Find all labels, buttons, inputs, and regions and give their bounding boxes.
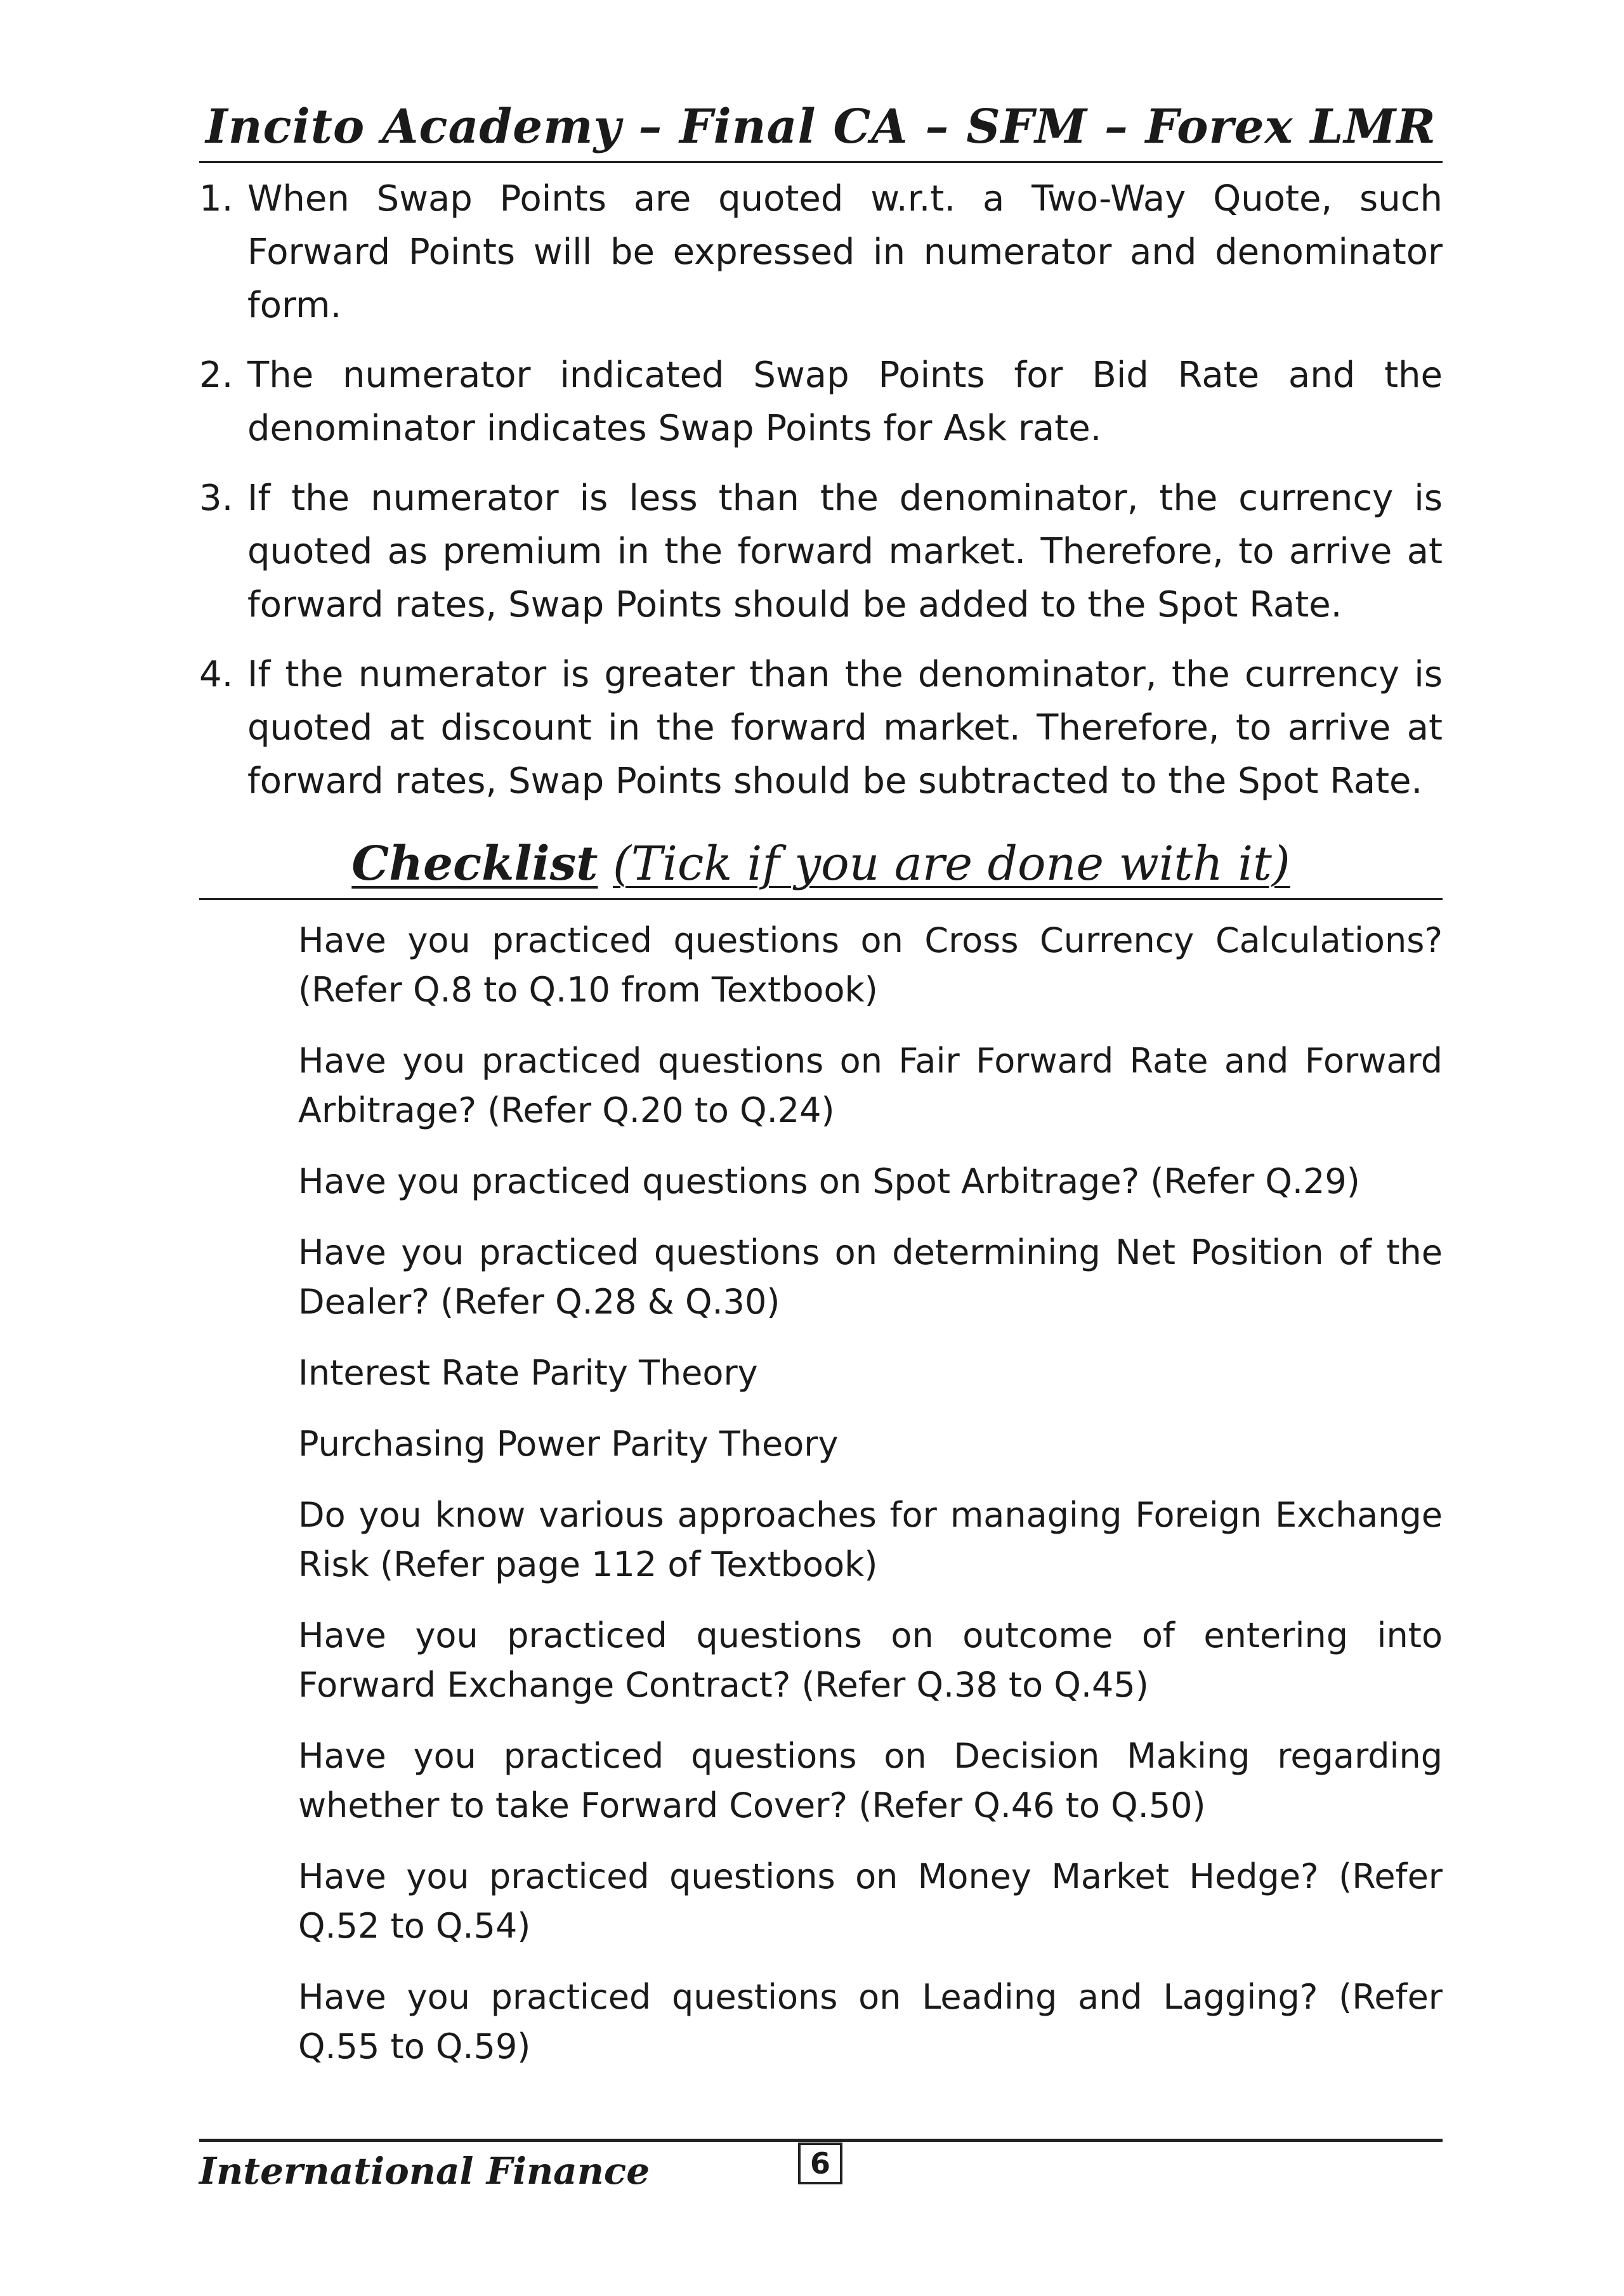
checklist-item: Purchasing Power Parity Theory (298, 1424, 839, 1464)
checklist-items (298, 916, 1443, 2093)
list-item-number: 1. (199, 178, 233, 219)
list-item-text: If the numerator is greater than the denominator, the currency is quoted at discount in the forward market. Therefore, to arrive at forward rates, Swap Points should be subtracted to the Spot Rate. (247, 654, 1443, 802)
list-item (199, 349, 1443, 455)
list-item-text: When Swap Points are quoted w.r.t. a Two-Way Quote, such Forward Points will be expressed in numerator and denominator form. (247, 178, 1443, 326)
list-item-text: If the numerator is less than the denominator, the currency is quoted as premium in the forward market. Therefore, to arrive at forward rates, Swap Points should be added to the Spot Rate. (247, 478, 1443, 625)
checklist-item: Do you know various approaches for managing Foreign Exchange Risk (Refer page 112 of Textbook) (298, 1495, 1443, 1584)
checklist-item: Have you practiced questions on Spot Arbitrage? (Refer Q.29) (298, 1161, 1360, 1201)
checklist-item: Interest Rate Parity Theory (298, 1353, 758, 1393)
checklist-item: Have you practiced questions on Decision Making regarding whether to take Forward Cover? (Refer Q.46 to Q.50) (298, 1736, 1443, 1825)
swap-points-list (199, 173, 1443, 825)
checklist-item: Have you practiced questions on outcome of entering into Forward Exchange Contract? (Refer Q.38 to Q.45) (298, 1615, 1443, 1705)
checklist-item: Have you practiced questions on Fair Forward Rate and Forward Arbitrage? (Refer Q.20 to Q.24) (298, 1041, 1443, 1130)
list-item (199, 472, 1443, 632)
list-item-number: 2. (199, 355, 233, 396)
checklist-item: Have you practiced questions on Cross Currency Calculations? (Refer Q.8 to Q.10 from Textbook) (298, 920, 1443, 1010)
checklist-title: Checklist (351, 837, 598, 891)
list-item-number: 4. (199, 654, 233, 695)
checklist-divider (199, 898, 1443, 900)
footer-section-title: International Finance (199, 2149, 650, 2193)
list-item-number: 3. (199, 478, 233, 519)
checklist-subtitle: (Tick if you are done with it) (612, 837, 1290, 891)
checklist-heading (199, 832, 1443, 896)
page-number: 6 (798, 2143, 842, 2184)
checklist-item: Have you practiced questions on Money Market Hedge? (Refer Q.52 to Q.54) (298, 1856, 1443, 1946)
checklist-item: Have you practiced questions on Leading and Lagging? (Refer Q.55 to Q.59) (298, 1977, 1443, 2066)
checklist-item: Have you practiced questions on determining Net Position of the Dealer? (Refer Q.28 & Q.30) (298, 1232, 1443, 1322)
footer-divider (199, 2139, 1443, 2142)
list-item (199, 173, 1443, 332)
page-header-title: Incito Academy – Final CA – SFM – Forex LMR (206, 100, 1436, 154)
header-divider (199, 161, 1443, 163)
list-item-text: The numerator indicated Swap Points for Bid Rate and the denominator indicates Swap Points for Ask rate. (247, 355, 1443, 449)
list-item (199, 648, 1443, 808)
